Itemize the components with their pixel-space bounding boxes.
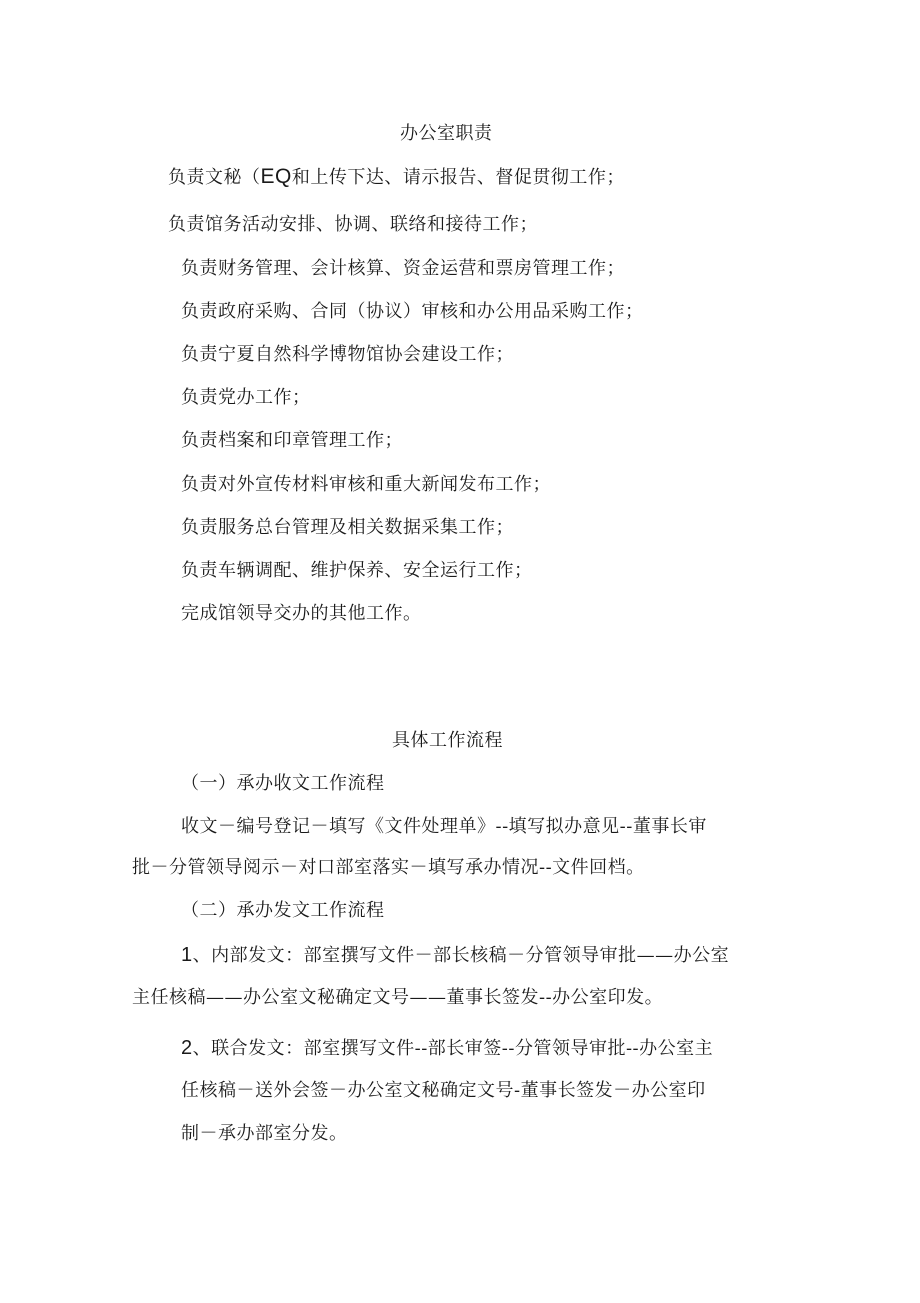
workflow-section-2-item-2-number: 2	[181, 1037, 193, 1059]
responsibilities-title: 办公室职责	[400, 123, 493, 144]
responsibility-item-1-suffix: 和上传下达、请示报告、督促贯彻工作；	[291, 167, 625, 188]
workflow-section-1-line-2: 批－分管领导阅示－对口部室落实－填写承办情况--文件回档。	[132, 857, 645, 878]
workflow-section-2-item-1-line-1	[181, 943, 729, 968]
responsibility-item-6: 负责党办工作；	[181, 387, 311, 408]
workflow-section-2-heading: （二）承办发文工作流程	[181, 900, 385, 921]
workflow-section-2-item-1-line-2: 主任核稿——办公室文秘确定文号——董事长签发--办公室印发。	[132, 987, 664, 1008]
responsibility-item-8: 负责对外宣传材料审核和重大新闻发布工作；	[181, 474, 551, 495]
responsibility-item-5: 负责宁夏自然科学博物馆协会建设工作；	[181, 344, 514, 365]
responsibility-item-11: 完成馆领导交办的其他工作。	[181, 603, 422, 624]
responsibility-item-1	[168, 165, 625, 190]
workflow-section-2-item-2-text: 、联合发文：部室撰写文件--部长审签--分管领导审批--办公室主	[192, 1038, 714, 1059]
responsibility-item-7: 负责档案和印章管理工作；	[181, 430, 403, 451]
responsibility-item-9: 负责服务总台管理及相关数据采集工作；	[181, 517, 514, 538]
workflow-section-2-item-1-text: 、内部发文：部室撰写文件－部长核稿－分管领导审批——办公室	[192, 945, 730, 966]
workflow-section-2-item-1-number: 1	[181, 944, 193, 966]
responsibility-item-1-prefix: 负责文秘（	[168, 167, 261, 188]
workflow-section-2-item-2-line-2: 任核稿－送外会签－办公室文秘确定文号-董事长签发－办公室印	[181, 1080, 706, 1101]
responsibility-item-10: 负责车辆调配、维护保养、安全运行工作；	[181, 560, 533, 581]
workflow-section-1-heading: （一）承办收文工作流程	[181, 773, 385, 794]
workflow-section-2-item-2-line-1	[181, 1036, 713, 1061]
workflow-section-1-line-1: 收文－编号登记－填写《文件处理单》--填写拟办意见--董事长审	[181, 816, 707, 837]
workflow-title: 具体工作流程	[392, 730, 503, 751]
responsibility-item-3: 负责财务管理、会计核算、资金运营和票房管理工作；	[181, 258, 625, 279]
responsibility-item-2: 负责馆务活动安排、协调、联络和接待工作；	[168, 214, 538, 235]
responsibility-item-1-code: EQ	[260, 165, 292, 188]
workflow-section-2-item-2-line-3: 制－承办部室分发。	[181, 1123, 348, 1144]
responsibility-item-4: 负责政府采购、合同（协议）审核和办公用品采购工作；	[181, 301, 644, 322]
